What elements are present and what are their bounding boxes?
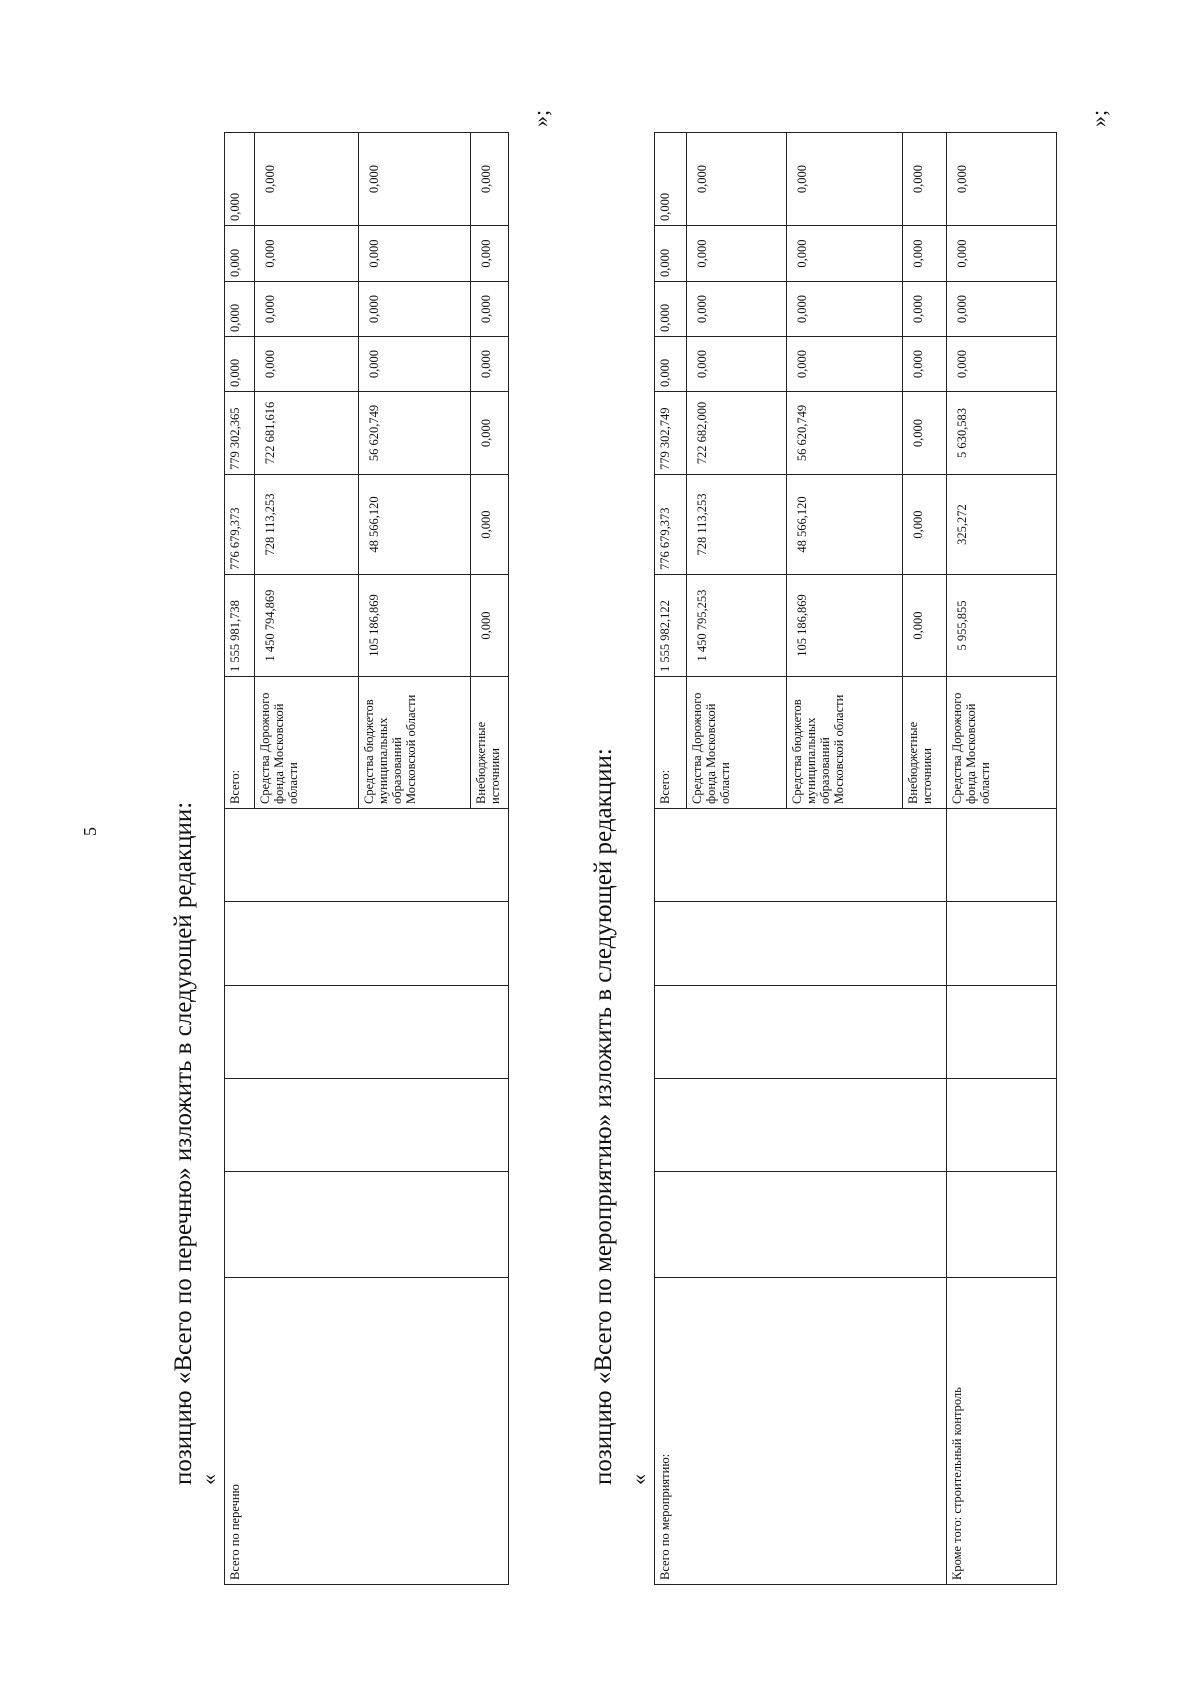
value-cell: 0,000 <box>787 133 903 226</box>
value-cell: 0,000 <box>903 133 947 226</box>
value-cell: 0,000 <box>787 226 903 282</box>
value-cell: 0,000 <box>687 226 787 282</box>
funding-source-cell: Средства Дорожного фонда Московской области <box>255 677 359 809</box>
section1-table <box>224 132 509 1585</box>
funding-source-cell: Средства Дорожного фонда Московской области <box>687 677 787 809</box>
funding-source-cell: Внебюджетные источники <box>903 677 947 809</box>
value-cell: 0,000 <box>471 392 509 475</box>
value-cell: 5 955,855 <box>947 575 1057 677</box>
value-cell: 0,000 <box>471 282 509 337</box>
value-cell: 0,000 <box>947 133 1057 226</box>
value-cell: 776 679,373 <box>225 475 255 575</box>
value-cell: 0,000 <box>471 133 509 226</box>
section2-row-label: Всего по мероприятию: <box>655 1278 947 1585</box>
section1-open-quote: « <box>196 1474 221 1485</box>
value-cell: 0,000 <box>359 226 471 282</box>
value-cell: 0,000 <box>359 133 471 226</box>
value-cell: 776 679,373 <box>655 475 687 575</box>
value-cell: 0,000 <box>903 475 947 575</box>
table-row <box>655 133 687 1585</box>
value-cell: 728 113,253 <box>255 475 359 575</box>
value-cell: 779 302,365 <box>225 392 255 475</box>
value-cell: 105 186,869 <box>359 575 471 677</box>
value-cell: 0,000 <box>225 337 255 392</box>
section2-close-quote: »; <box>1086 109 1111 127</box>
section1-heading: позицию «Всего по перечню» изложить в следующей редакции: <box>170 801 197 1485</box>
value-cell: 0,000 <box>359 337 471 392</box>
value-cell: 0,000 <box>787 337 903 392</box>
value-cell: 0,000 <box>255 226 359 282</box>
value-cell: 1 450 794,869 <box>255 575 359 677</box>
funding-source-cell: Средства бюджетов муниципальных образований Московской области <box>359 677 471 809</box>
value-cell: 0,000 <box>903 392 947 475</box>
value-cell: 0,000 <box>903 337 947 392</box>
section1-close-quote: »; <box>528 109 553 127</box>
value-cell: 0,000 <box>687 282 787 337</box>
table-row <box>225 133 255 1585</box>
section2-extra-label: Кроме того: строительный контроль <box>947 1278 1057 1585</box>
value-cell: 325,272 <box>947 475 1057 575</box>
value-cell: 0,000 <box>255 282 359 337</box>
value-cell: 722 682,000 <box>687 392 787 475</box>
value-cell: 1 555 982,122 <box>655 575 687 677</box>
value-cell: 0,000 <box>471 575 509 677</box>
value-cell: 0,000 <box>687 133 787 226</box>
value-cell: 0,000 <box>255 337 359 392</box>
value-cell: 0,000 <box>787 282 903 337</box>
funding-source-cell: Средства Дорожного фонда Московской области <box>947 677 1057 809</box>
value-cell: 0,000 <box>687 337 787 392</box>
value-cell: 0,000 <box>225 226 255 282</box>
value-cell: 728 113,253 <box>687 475 787 575</box>
funding-source-cell: Всего: <box>225 677 255 809</box>
value-cell: 0,000 <box>655 133 687 226</box>
page-number: 5 <box>80 827 100 836</box>
value-cell: 0,000 <box>947 337 1057 392</box>
value-cell: 0,000 <box>655 282 687 337</box>
value-cell: 48 566,120 <box>359 475 471 575</box>
value-cell: 0,000 <box>225 282 255 337</box>
value-cell: 1 555 981,738 <box>225 575 255 677</box>
value-cell: 1 450 795,253 <box>687 575 787 677</box>
value-cell: 0,000 <box>471 475 509 575</box>
value-cell: 0,000 <box>225 133 255 226</box>
value-cell: 779 302,749 <box>655 392 687 475</box>
funding-source-cell: Внебюджетные источники <box>471 677 509 809</box>
section1-row-label: Всего по перечню <box>225 1278 509 1585</box>
value-cell: 0,000 <box>471 226 509 282</box>
section2-open-quote: « <box>626 1474 651 1485</box>
value-cell: 56 620,749 <box>359 392 471 475</box>
funding-source-cell: Средства бюджетов муниципальных образований Московской области <box>787 677 903 809</box>
value-cell: 105 186,869 <box>787 575 903 677</box>
funding-source-cell: Всего: <box>655 677 687 809</box>
table-row <box>947 133 1057 1585</box>
value-cell: 0,000 <box>471 337 509 392</box>
section2-heading: позицию «Всего по мероприятию» изложить в следующей редакции: <box>590 748 617 1485</box>
value-cell: 48 566,120 <box>787 475 903 575</box>
value-cell: 0,000 <box>655 226 687 282</box>
value-cell: 0,000 <box>359 282 471 337</box>
section2-table <box>654 132 1057 1585</box>
value-cell: 0,000 <box>655 337 687 392</box>
value-cell: 0,000 <box>255 133 359 226</box>
value-cell: 0,000 <box>903 282 947 337</box>
value-cell: 5 630,583 <box>947 392 1057 475</box>
value-cell: 722 681,616 <box>255 392 359 475</box>
value-cell: 0,000 <box>903 575 947 677</box>
value-cell: 56 620,749 <box>787 392 903 475</box>
value-cell: 0,000 <box>947 282 1057 337</box>
value-cell: 0,000 <box>947 226 1057 282</box>
value-cell: 0,000 <box>903 226 947 282</box>
